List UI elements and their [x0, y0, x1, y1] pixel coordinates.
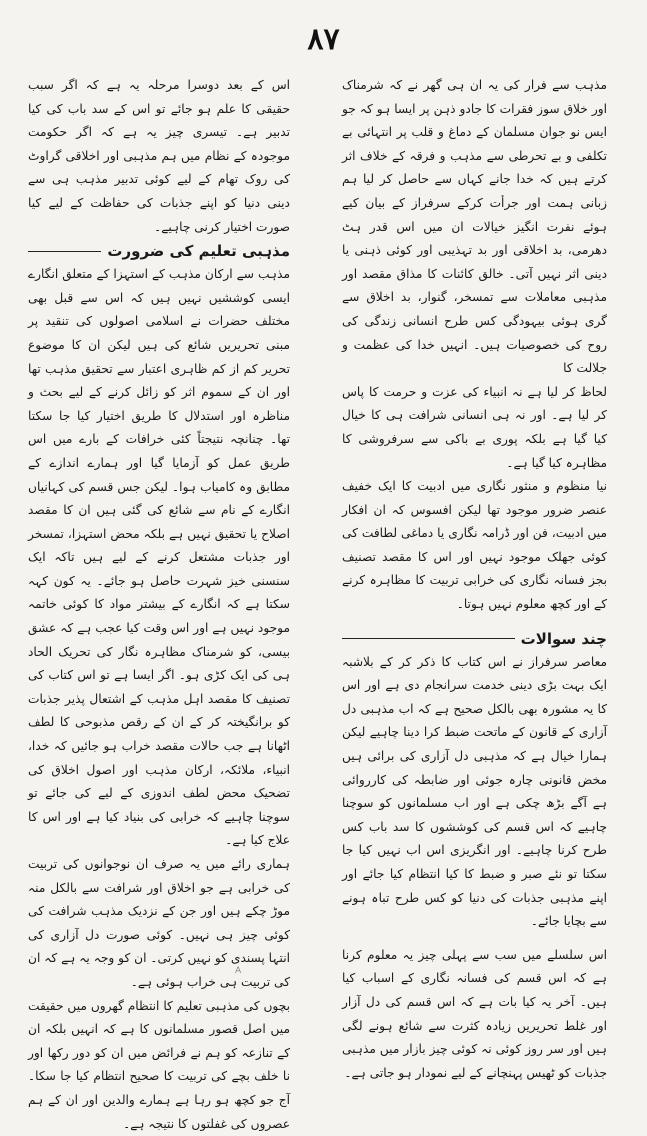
- section-heading-text: چند سوالات: [520, 629, 607, 648]
- heading-rule: [342, 638, 515, 639]
- paragraph: ہماری رائے میں یہ صرف ان نوجوانوں کی تربیت کی خرابی ہے جو اخلاق اور شرافت سے بالکل منہ موڑ چکے ہیں اور جن کے نزدیک مذہب شرافت کی کوئی چیز ہی نہیں۔ کوئی صورت دل آزاری کی انتہا پسندی کو نہیں کرتی۔ ان کو وجہ یہ ہے کہ ان کی تربیت ہی خراب ہوئی ہے۔: [28, 857, 290, 989]
- paragraph: لحاظ کر لیا ہے نہ انبیاء کی عزت و حرمت کا پاس کر لیا ہے۔ اور نہ ہی انسانی شرافت ہی کا خیال کیا گیا ہے بلکہ پوری بے باکی سے سرفروشی کا مظاہرہ کیا گیا ہے۔: [342, 384, 607, 470]
- section-heading-text: مذہبی تعلیم کی ضرورت: [107, 242, 290, 261]
- section-heading: [342, 627, 607, 651]
- paragraph: مذہب سے ارکان مذہب کے استہزا کے متعلق انگارے ایسی کوششیں نہیں ہیں کہ اس سے قبل بھی مختلف حضرات نے اسلامی اصولوں کی تنقید پر مبنی تحریریں شائع کی ہیں لیکن ان کا موضوع تحریر کم از کم ظاہری اعتبار سے تحقیق مذہب تھا اور ان کے سموم اثر کو زائل کرنے کے لیے بحث و مناظرہ اور استدلال کا طریق اختیار کیا جا سکتا تھا۔ چنانچہ نتیجتاً کئی خرافات کے بارے میں اس طریق عمل کو آزمایا گیا اور ہمارے اندازے کے مطابق وہ کامیاب ہوا۔ لیکن جس قسم کی کہانیاں انگارے کے نام سے شائع کی گئی ہیں ان کا مقصد اصلاح یا تحقیق نہیں ہے بلکہ محض استہزا، تمسخر اور جذبات مشتعل کرنے کے لیے ہیں تاکہ ایک سنسنی خیز شہرت حاصل ہو جائے۔ یہ کون کہہ سکتا ہے کہ انگارے کے بیشتر مواد کا کوئی خاتمہ موجود نہیں ہے اور اس وقت کیا عجب ہے کہ عشق بیسی، کو شرمناک مظاہرہ نگار کی تحریک الحاد ہی کی ایک کڑی ہو۔ اگر ایسا ہے تو اس کتاب کی تصنیف کا مقصد اہل مذہب کے اشتعال پذیر جذبات کو برانگیختہ کر کے ان کے رقص مذبوحی کا لطف اٹھانا ہے جب حالات مقصد خراب ہو جائیں کہ خدا، انبیاء، ملائکہ، ارکان مذہب اور اصول اخلاق کی تضحیک محض لطف اندوزی کے لیے کی جائے تو سوچنا چاہیے کہ خرابی کی بنیاد کیا ہے اور اس کا علاج کیا ہے۔: [28, 267, 290, 848]
- paragraph: بچوں کی مذہبی تعلیم کا انتظام گھروں میں حقیقت میں اصل قصور مسلمانوں کا ہے کہ انہیں بلکہ ان کے تنازعہ کو ہم نے فرائض میں ان کو دور رکھا اور نا خلف بچے کی تربیت کا صحیح انتظام کیا جا سکا۔ آج جو کچھ ہو رہا ہے ہمارے والدین اور ان کے ہم عصروں کی غفلتوں کا نتیجہ ہے۔: [28, 998, 290, 1131]
- paragraph: اس سلسلے میں سب سے پہلی چیز یہ معلوم کرنا ہے کہ اس قسم کی فسانہ نگاری کے اسباب کیا ہیں۔ آخر یہ کیا بات ہے کہ اس قسم کی دل آزار اور غلط تحریریں زیادہ کثرت سے شائع ہونے لگی ہیں اور سر روز کوئی نہ کوئی چیز بازار میں مذہبی جذبات کو ٹھیس پہنچانے کے لیے نمودار ہو جاتی ہے۔: [342, 947, 607, 1080]
- footer-mark: A: [235, 966, 242, 976]
- paragraph: اس کے بعد دوسرا مرحلہ یہ ہے کہ اگر سبب حقیقی کا علم ہو جائے تو اس کے سد باب کی کیا تدبیر ہے۔ تیسری چیز یہ ہے کہ اگر حکومت موجودہ کے نظام میں ہم مذہبی اور اخلاقی گراوٹ کی روک تھام کے لیے کوئی تدبیر مذہب ہی سے دینی دنیا کو اپنے جذبات کی حفاظت کے لیے کیا صورت اختیار کرنی چاہیے۔: [28, 78, 290, 234]
- heading-rule: [28, 251, 101, 252]
- left-column: [28, 74, 290, 1136]
- paragraph: مذہب سے فرار کی یہ ان ہی گھر نے کہ شرمناک اور خلاق سوز فقرات کا جادو ذہن پر ایسا ہو کہ جو ایس نو جوان مسلمان کے دماغ و قلب پر انتہائی بے تکلفی و بے تحرطی سے مذہب و فرقہ کے خلاف اثر کرتے ہیں کہ خدا جانے کہاں سے حاصل کر لیا ہم زبانی ہمت اور جرأت کرکے سرفراز کے بیان کیے ہوئے نفرت انگیز خیالات ان میں اس قدر ہٹ دھرمی، بد اخلاقی اور بد تہذیبی اور کوئی ذہنی یا دینی اثر نہیں آتی۔ خالق کائنات کا مذاق مقصد اور مذہبی معاملات سے تمسخر، گنوار، بد اخلاق سے گری ہوئی بیہودگی کس طرح انسانی زندگی کی روح کی خصوصیات ہیں۔ انہیں خدا کی عظمت و جلالت کا: [342, 78, 607, 376]
- paragraph: نیا منظوم و منثور نگاری میں ادبیت کا ایک خفیف عنصر ضرور موجود تھا لیکن افسوس کہ ان افکار میں ادبیت، فن اور ڈرامہ نگاری یا دماغی لطافت کی کوئی جھلک موجود نہیں اور اس کا مقصد تصنیف بجز فسانہ نگاری کی خرابی تربیت کا مظاہرہ کرنے کے اور کچھ معلوم نہیں ہوتا۔: [342, 479, 607, 612]
- section-heading: [28, 239, 290, 263]
- page-number: ٨٧: [307, 22, 340, 57]
- paragraph: معاصر سرفراز نے اس کتاب کا ذکر کر کے بلاشبہ ایک بہت بڑی دینی خدمت سرانجام دی ہے اور اس کا یہ مشورہ بھی بالکل صحیح ہے کہ اب مذہبی دل آزاری کے قانون کے ماتحت ضبط کرا دینا چاہیے لیکن ہمارا خیال ہے کہ مذہبی دل آزاری کی برائی ہیں مخض قانونی چارہ جوئی اور ضابطہ کی کارروائی ہے آگے بڑھ چکی ہے اور اب مسلمانوں کو سوچنا چاہیے کہ اس قسم کی کوششوں کا سد باب کس طرح کرنا چاہیے۔ اور انگریزی اس اب نہیں کیا جا سکتا تو نئے صبر و ضبط کا کیا انتظام کیا جائے اور اپنے مذہبی جذبات کی دنیا کو کس طرح تباہ ہونے سے بچایا جائے۔: [342, 654, 607, 929]
- right-column: [342, 74, 607, 1085]
